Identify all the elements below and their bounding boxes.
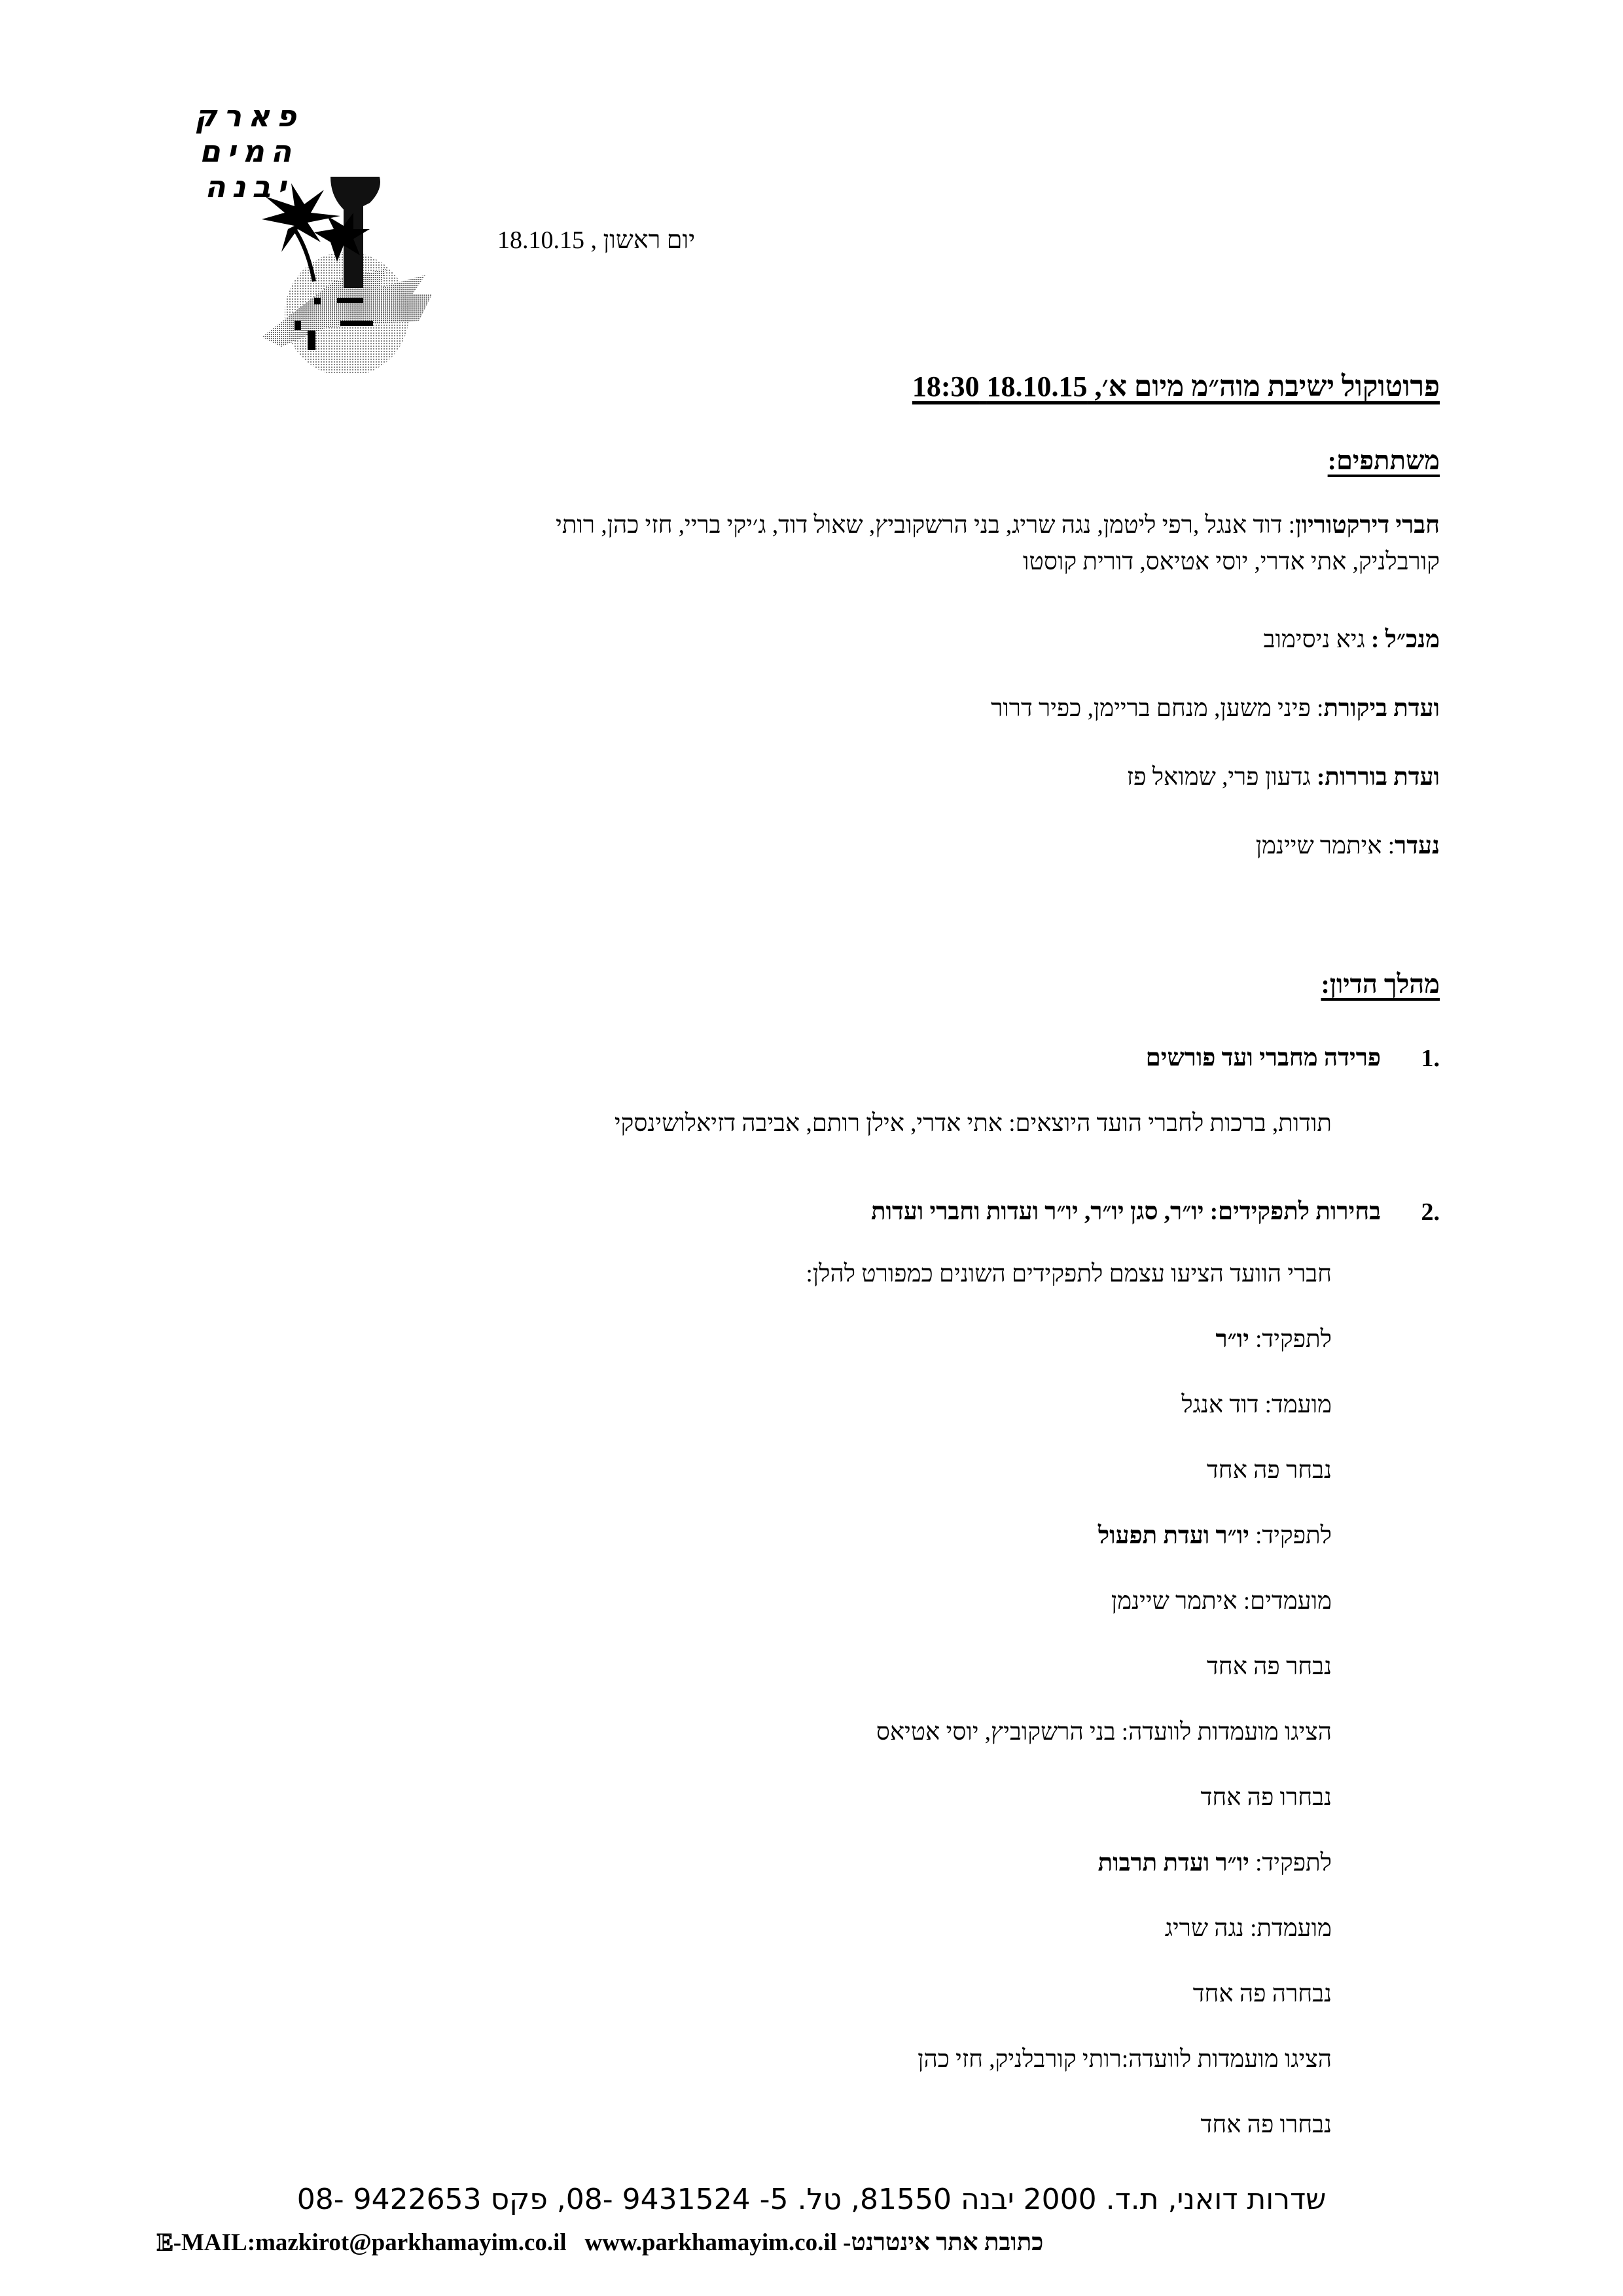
meeting-date: יום ראשון , 18.10.15 xyxy=(497,226,696,254)
role-label: לתפקיד: xyxy=(1249,1326,1332,1353)
directors-names-line2: קורבלניק, אתי אדרי, יוסי אטיאס, דורית קוסטו xyxy=(1023,548,1440,575)
result-line: נבחר פה אחד xyxy=(1207,1457,1332,1484)
document-title: פרוטוקול ישיבת מוה״מ מיום א׳, 18.10.15 18:30 xyxy=(912,370,1440,403)
discussion-heading: מהלך הדיון: xyxy=(1321,969,1440,999)
item-2-intro: חברי הוועד הציעו עצמם לתפקידים השונים כמפורט להלן: xyxy=(806,1261,1332,1287)
item-1-heading: פרידה מחברי ועד פורשים xyxy=(1145,1045,1381,1071)
audit-committee-names: : פיני משען, מנחם בריימן, כפיר דרור xyxy=(991,695,1324,722)
participants-heading: משתתפים: xyxy=(1327,446,1440,475)
role-line xyxy=(1098,1522,1332,1550)
ceo-line xyxy=(1264,622,1440,658)
directors-names-line1: : דוד אנגל ,רפי ליטמן, נגה שריג, בני הרשקוביץ, שאול דוד, ג׳יקי בריי, חזי כהן, רותי xyxy=(556,512,1296,539)
absent-name: : איתמר שיינמן xyxy=(1255,833,1395,859)
footer-contact xyxy=(157,2229,1387,2257)
directors-label: חברי דירקטוריון xyxy=(1295,512,1440,539)
role-value: יו״ר ועדת תרבות xyxy=(1097,1850,1249,1876)
result-line: נבחרו פה אחד xyxy=(1200,1784,1332,1811)
committee-candidates-line: הציגו מועמדות לוועדה:רותי קורבלניק, חזי כהן xyxy=(918,2046,1332,2073)
candidate-line: מועמדים: איתמר שיינמן xyxy=(1111,1588,1332,1615)
brand-name: פארק המים יבנה xyxy=(194,98,303,204)
absent-label: נעדר xyxy=(1395,833,1440,859)
footer-address: שדרות דואני, ת.ד. 2000 יבנה 81550, טל. 5- 9431524 -08, פקס 9422653 -08 xyxy=(296,2183,1327,2216)
role-label: לתפקיד: xyxy=(1249,1850,1332,1876)
committee-candidates-line: הציגו מועמדות לוועדה: בני הרשקוביץ, יוסי אטיאס xyxy=(876,1719,1332,1746)
result-line: נבחרו פה אחד xyxy=(1200,2111,1332,2138)
audit-committee-label: ועדת ביקורת xyxy=(1323,695,1440,722)
result-line: נבחר פה אחד xyxy=(1207,1653,1332,1680)
directors-paragraph xyxy=(242,507,1440,581)
item-1-number: 1. xyxy=(1421,1045,1440,1072)
role-line xyxy=(1098,1849,1332,1877)
item-2-number: 2. xyxy=(1421,1198,1440,1226)
email-label: -MAIL: xyxy=(173,2229,256,2256)
arbitration-committee-names: גדעון פרי, שמואל פז xyxy=(1126,764,1317,791)
audit-committee-line xyxy=(991,691,1440,727)
arbitration-committee-line xyxy=(1127,759,1440,796)
candidate-line: מועמד: דוד אנגל xyxy=(1181,1391,1332,1418)
email-link[interactable]: mazkirot@parkhamayim.co.il xyxy=(255,2229,567,2256)
email-outlined-e: E xyxy=(157,2229,173,2256)
ceo-name: גיא ניסימוב xyxy=(1263,626,1372,653)
absent-line xyxy=(1256,828,1440,865)
candidate-line: מועמדת: נגה שריג xyxy=(1164,1915,1332,1942)
role-value: יו״ר ועדת תפעול xyxy=(1097,1522,1249,1549)
role-line xyxy=(1216,1325,1332,1354)
ceo-label: מנכ״ל : xyxy=(1371,626,1440,653)
role-value: יו״ר xyxy=(1215,1326,1249,1353)
website-link[interactable]: www.parkhamayim.co.il xyxy=(584,2229,837,2256)
result-line: נבחרה פה אחד xyxy=(1192,1981,1332,2007)
item-2-heading: בחירות לתפקידים: יו״ר, סגן יו״ר, יו״ר ועדות וחברי ועדות xyxy=(871,1198,1381,1225)
item-1-line: תודות, ברכות לחברי הועד היוצאים: אתי אדרי, אילן רותם, אביבה דזיאלושינסקי xyxy=(614,1110,1332,1137)
website-label: כתובת אתר אינטרנט- xyxy=(843,2229,1044,2256)
arbitration-committee-label: ועדת בוררות: xyxy=(1316,764,1440,791)
role-label: לתפקיד: xyxy=(1249,1522,1332,1549)
palm-tree-water-tower-logo-icon xyxy=(216,157,438,373)
